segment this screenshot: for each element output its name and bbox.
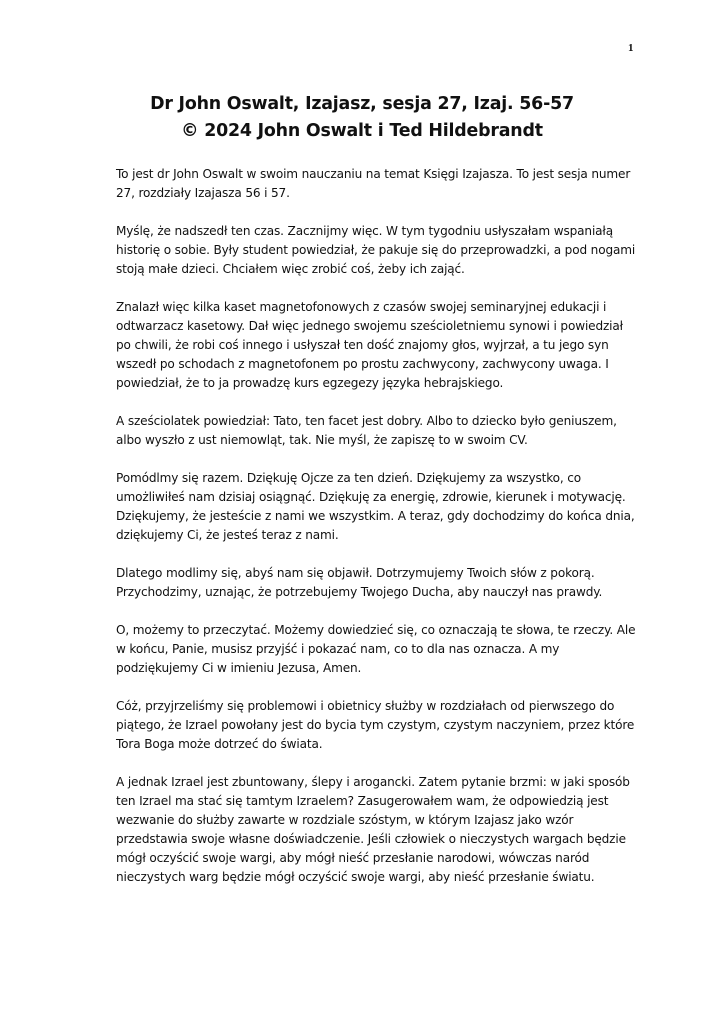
page-number: 1: [628, 42, 634, 54]
paragraph: Pomódlmy się razem. Dziękuję Ojcze za ten dzień. Dziękujemy za wszystko, co umożliwiłeś nam dzisiaj osiągnąć. Dziękuję za energię, zdrowie, kierunek i motywację. Dziękujemy, że jesteście z nami we wszystkim. A teraz, gdy dochodzimy do końca dnia, dziękujemy Ci, że jesteś teraz z nami.: [116, 471, 635, 542]
paragraph: Znalazł więc kilka kaset magnetofonowych z czasów swojej seminaryjnej edukacji i odtwarzacz kasetowy. Dał więc jednego swojemu sześcioletniemu synowi i powiedział po chwili, że robi coś innego i usłyszał ten dość znajomy głos, wyjrzał, a tu jego syn wszedł po schodach z magnetofonem po prostu zachwycony, zachwycony uwaga. I powiedział, że to ja prowadzę kurs egzegezy języka hebrajskiego.: [116, 300, 623, 390]
title-line-1: Dr John Oswalt, Izajasz, sesja 27, Izaj. 56-57: [150, 94, 574, 114]
paragraph: To jest dr John Oswalt w swoim nauczaniu na temat Księgi Izajasza. To jest sesja numer 27, rozdziały Izajasza 56 i 57.: [116, 167, 631, 200]
paragraph: O, możemy to przeczytać. Możemy dowiedzieć się, co oznaczają te słowa, te rzeczy. Ale w końcu, Panie, musisz przyjść i pokazać nam, co to dla nas oznacza. A my podziękujemy Ci w imieniu Jezusa, Amen.: [116, 623, 636, 675]
document-title: [60, 91, 664, 145]
title-line-2: © 2024 John Oswalt i Ted Hildebrandt: [181, 121, 543, 141]
paragraph: Myślę, że nadszedł ten czas. Zacznijmy więc. W tym tygodniu usłyszałam wspaniałą historię o sobie. Były student powiedział, że pakuje się do przeprowadzki, a pod nogami stoją małe dzieci. Chciałem więc zrobić coś, żeby ich zająć.: [116, 224, 636, 276]
paragraph: A jednak Izrael jest zbuntowany, ślepy i arogancki. Zatem pytanie brzmi: w jaki sposób ten Izrael ma stać się tamtym Izraelem? Zasugerowałem wam, że odpowiedzią jest wezwanie do służby zawarte w rozdziale szóstym, w którym Izajasz jako wzór przedstawia swoje własne doświadczenie. Jeśli człowiek o nieczystych wargach będzie mógł oczyścić swoje wargi, aby mógł nieść przesłanie narodowi, wówczas naród nieczystych warg będzie mógł oczyścić swoje wargi, aby nieść przesłanie światu.: [116, 775, 630, 884]
paragraph: Dlatego modlimy się, abyś nam się objawił. Dotrzymujemy Twoich słów z pokorą. Przychodzimy, uznając, że potrzebujemy Twojego Ducha, aby nauczył nas prawdy.: [116, 566, 603, 599]
document-body: [116, 165, 636, 906]
paragraph: Cóż, przyjrzeliśmy się problemowi i obietnicy służby w rozdziałach od pierwszego do piątego, że Izrael powołany jest do bycia tym czystym, czystym naczyniem, przez które Tora Boga może dotrzeć do świata.: [116, 699, 635, 751]
paragraph: A sześciolatek powiedział: Tato, ten facet jest dobry. Albo to dziecko było geniuszem, albo wyszło z ust niemowląt, tak. Nie myśl, że zapiszę to w swoim CV.: [116, 414, 617, 447]
